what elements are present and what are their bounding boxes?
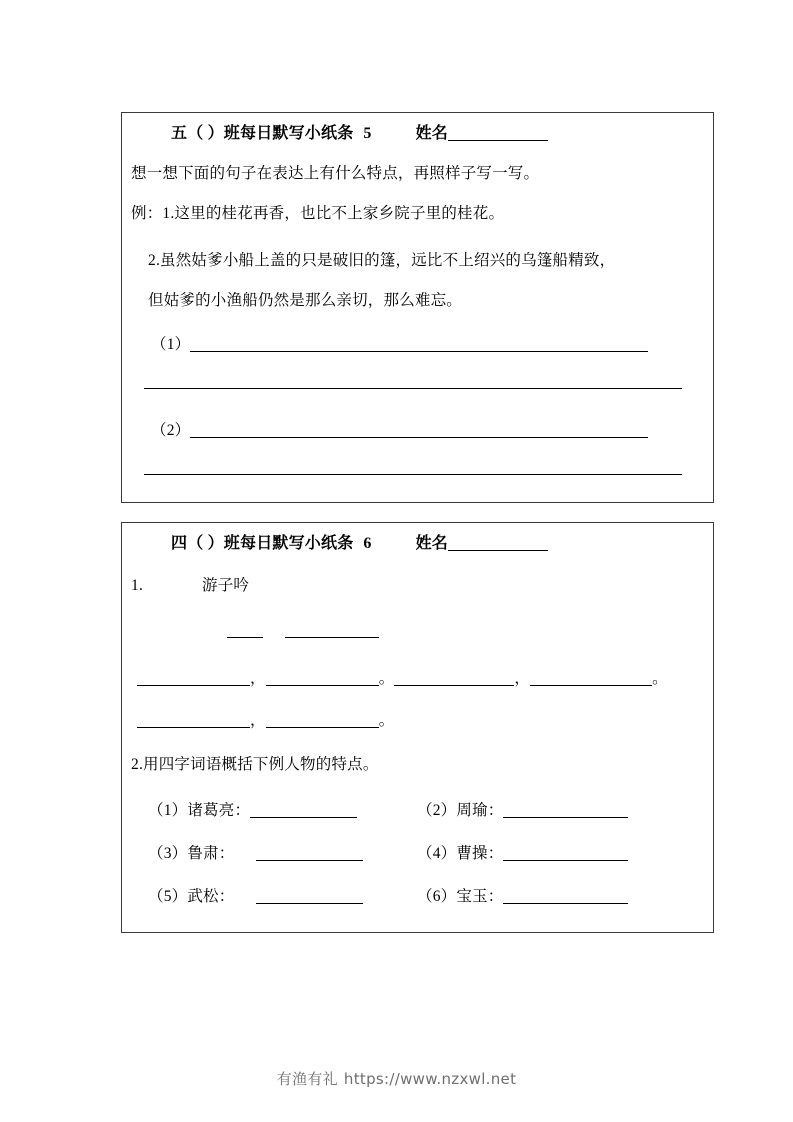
sheet2-q1-verse-punct-2: 。 xyxy=(378,670,395,687)
sheet1-answer-slot-1-blank-cont[interactable] xyxy=(144,388,682,389)
sheet2-title-number: 6 xyxy=(363,535,372,552)
sheet2-q2-item-6-name: 宝玉： xyxy=(456,888,504,905)
sheet1-example-1-marker: 例：1. xyxy=(131,205,175,222)
sheet2-q1-author-blank-long[interactable] xyxy=(285,637,379,638)
sheet1-answer-slot-2-blank[interactable] xyxy=(190,437,648,438)
sheet2-q2-item-6-blank[interactable] xyxy=(503,903,628,904)
sheet2-q2-item-4 xyxy=(417,846,628,862)
sheet2-q1-verse-line-2 xyxy=(137,713,394,729)
footer-watermark xyxy=(0,1068,793,1089)
sheet2-q1-author-row xyxy=(227,623,379,639)
sheet2-name-label: 姓名 xyxy=(415,535,449,552)
sheet2-q2-item-4-blank[interactable] xyxy=(503,860,628,861)
sheet1-example-1 xyxy=(131,206,504,222)
sheet2-q2-item-6 xyxy=(417,889,628,905)
sheet1-answer-slot-2 xyxy=(151,423,648,439)
footer-watermark-url: https://www.nzxwl.net xyxy=(343,1070,517,1088)
sheet1-instruction: 想一想下面的句子在表达上有什么特点，再照样子写一写。 xyxy=(131,165,540,182)
sheet1-example-2-text-line1: 虽然姑爹小船上盖的只是破旧的篷，远比不上绍兴的乌篷船精致， xyxy=(160,252,616,269)
sheet2-q2-item-2-label: （2） xyxy=(417,802,457,819)
sheet2-q2-item-1-name: 诸葛亮： xyxy=(187,802,251,819)
sheet2-q2-item-3-blank[interactable] xyxy=(256,860,363,861)
sheet2-q1-verse-blank-5[interactable] xyxy=(137,727,250,728)
sheet2-q2-item-1-blank[interactable] xyxy=(250,817,357,818)
sheet2-q2-prompt-row xyxy=(131,757,379,773)
sheet1-example-1-text: 这里的桂花再香，也比不上家乡院子里的桂花。 xyxy=(174,205,505,222)
sheet2-q1-verse-punct-3: ， xyxy=(514,670,531,687)
worksheet-card-2 xyxy=(121,522,714,933)
sheet2-q1-verse-punct-1: ， xyxy=(250,670,266,687)
sheet2-title-row xyxy=(171,536,548,552)
sheet1-answer-slot-2-blank-cont[interactable] xyxy=(144,474,682,475)
sheet1-answer-slot-1-label: （1） xyxy=(151,336,191,353)
sheet2-q1-verse-punct-5: ， xyxy=(250,712,266,729)
sheet2-q2-prompt: 用四字词语概括下例人物的特点。 xyxy=(143,756,379,773)
footer-watermark-brand: 有渔有礼 xyxy=(276,1070,338,1088)
sheet2-q2-item-2 xyxy=(417,803,628,819)
sheet2-q2-item-3-name: 鲁肃： xyxy=(187,845,235,862)
sheet2-q2-item-5 xyxy=(148,889,363,905)
sheet1-name-blank[interactable] xyxy=(448,140,548,141)
sheet2-title-text: 四（ ）班每日默写小纸条 xyxy=(171,535,354,552)
sheet2-name-blank[interactable] xyxy=(448,550,548,551)
sheet1-name-label: 姓名 xyxy=(415,125,449,142)
sheet2-q2-item-5-label: （5） xyxy=(148,888,188,905)
sheet1-answer-slot-2-label: （2） xyxy=(151,422,191,439)
sheet2-q1-marker: 1. xyxy=(131,577,144,594)
sheet2-q2-item-5-blank[interactable] xyxy=(256,903,363,904)
sheet1-title-row xyxy=(171,126,548,142)
sheet1-example-2-line1 xyxy=(148,253,615,269)
worksheet-card-1-body xyxy=(122,113,713,502)
sheet2-q1-author-blank-short[interactable] xyxy=(227,637,263,638)
sheet1-answer-slot-1 xyxy=(151,337,648,353)
sheet1-example-2-marker: 2. xyxy=(148,252,161,269)
sheet2-q2-item-3 xyxy=(148,846,363,862)
sheet1-example-2-line2: 但姑爹的小渔船仍然是那么亲切，那么难忘。 xyxy=(148,292,463,309)
sheet1-answer-slot-1-blank[interactable] xyxy=(190,351,648,352)
sheet2-q2-item-5-name: 武松： xyxy=(187,888,235,905)
sheet2-q1-verse-blank-6[interactable] xyxy=(266,727,379,728)
sheet2-q2-marker: 2. xyxy=(131,756,144,773)
sheet2-q2-item-1-label: （1） xyxy=(148,802,188,819)
sheet2-q2-item-2-name: 周瑜： xyxy=(456,802,504,819)
sheet2-q2-item-4-label: （4） xyxy=(417,845,457,862)
worksheet-card-2-body xyxy=(122,523,713,932)
sheet2-q2-item-2-blank[interactable] xyxy=(503,817,628,818)
sheet2-q1-verse-punct-6: 。 xyxy=(378,712,395,729)
sheet2-q2-item-3-label: （3） xyxy=(148,845,188,862)
sheet2-q1-verse-blank-1[interactable] xyxy=(137,685,250,686)
sheet2-q1-verse-blank-2[interactable] xyxy=(266,685,379,686)
sheet2-q1-verse-blank-4[interactable] xyxy=(530,685,652,686)
sheet2-q1-verse-punct-4: 。 xyxy=(652,670,668,687)
sheet1-title-text: 五（ ）班每日默写小纸条 xyxy=(171,125,354,142)
sheet1-title-number: 5 xyxy=(363,125,372,142)
sheet2-q2-item-4-name: 曹操： xyxy=(456,845,504,862)
sheet2-q1-verse-blank-3[interactable] xyxy=(394,685,514,686)
worksheet-card-1 xyxy=(121,112,714,503)
sheet2-q1-verse-line-1 xyxy=(137,671,668,687)
sheet2-q2-item-1 xyxy=(148,803,357,819)
sheet2-q1-poem-title: 游子吟 xyxy=(202,577,250,594)
sheet2-q2-item-6-label: （6） xyxy=(417,888,457,905)
